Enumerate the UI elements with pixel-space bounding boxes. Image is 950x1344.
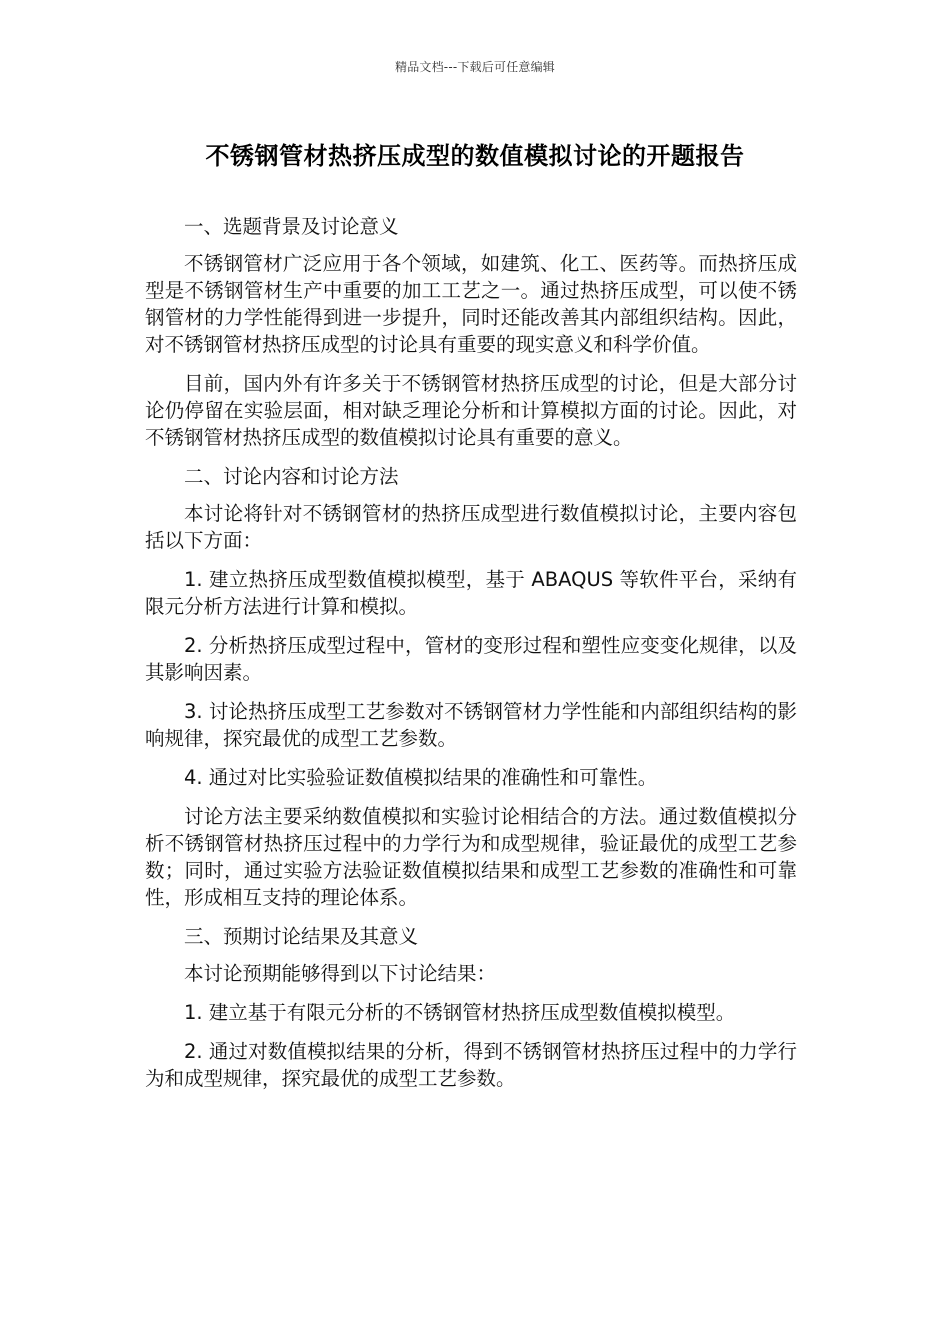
list-item-content-2: 2. 分析热挤压成型过程中，管材的变形过程和塑性应变变化规律，以及其影响因素。 [145,634,797,684]
page-header: 精品文档---下载后可任意编辑 [395,60,555,74]
list-item-content-4: 4. 通过对比实验验证数值模拟结果的准确性和可靠性。 [184,766,658,789]
paragraph-results-intro: 本讨论预期能够得到以下讨论结果： [184,962,497,985]
section-heading-content-method: 二、讨论内容和讨论方法 [184,465,399,488]
list-item-content-1: 1. 建立热挤压成型数值模拟模型，基于 ABAQUS 等软件平台，采纳有限元分析方法进行计算和模拟。 [145,568,797,618]
paragraph-current-status: 目前，国内外有许多关于不锈钢管材热挤压成型的讨论，但是大部分讨论仍停留在实验层面，相对缺乏理论分析和计算模拟方面的讨论。因此，对不锈钢管材热挤压成型的数值模拟讨论具有重要的意义。 [145,372,797,449]
paragraph-background: 不锈钢管材广泛应用于各个领域，如建筑、化工、医药等。而热挤压成型是不锈钢管材生产中重要的加工工艺之一。通过热挤压成型，可以使不锈钢管材的力学性能得到进一步提升，同时还能改善其内部组织结构。因此，对不锈钢管材热挤压成型的讨论具有重要的现实意义和科学价值。 [145,252,797,356]
document-title: 不锈钢管材热挤压成型的数值模拟讨论的开题报告 [205,142,745,170]
paragraph-method: 讨论方法主要采纳数值模拟和实验讨论相结合的方法。通过数值模拟分析不锈钢管材热挤压过程中的力学行为和成型规律，验证最优的成型工艺参数；同时，通过实验方法验证数值模拟结果和成型工艺参数的准确性和可靠性，形成相互支持的理论体系。 [145,805,797,909]
list-item-content-3: 3. 讨论热挤压成型工艺参数对不锈钢管材力学性能和内部组织结构的影响规律，探究最优的成型工艺参数。 [145,700,797,750]
paragraph-content-intro: 本讨论将针对不锈钢管材的热挤压成型进行数值模拟讨论，主要内容包括以下方面： [145,502,797,552]
document-body [145,213,797,1104]
list-item-result-2: 2. 通过对数值模拟结果的分析，得到不锈钢管材热挤压过程中的力学行为和成型规律，探究最优的成型工艺参数。 [145,1040,797,1090]
section-heading-background: 一、选题背景及讨论意义 [184,215,399,238]
section-heading-expected-results: 三、预期讨论结果及其意义 [184,925,419,948]
list-item-result-1: 1. 建立基于有限元分析的不锈钢管材热挤压成型数值模拟模型。 [184,1001,736,1024]
